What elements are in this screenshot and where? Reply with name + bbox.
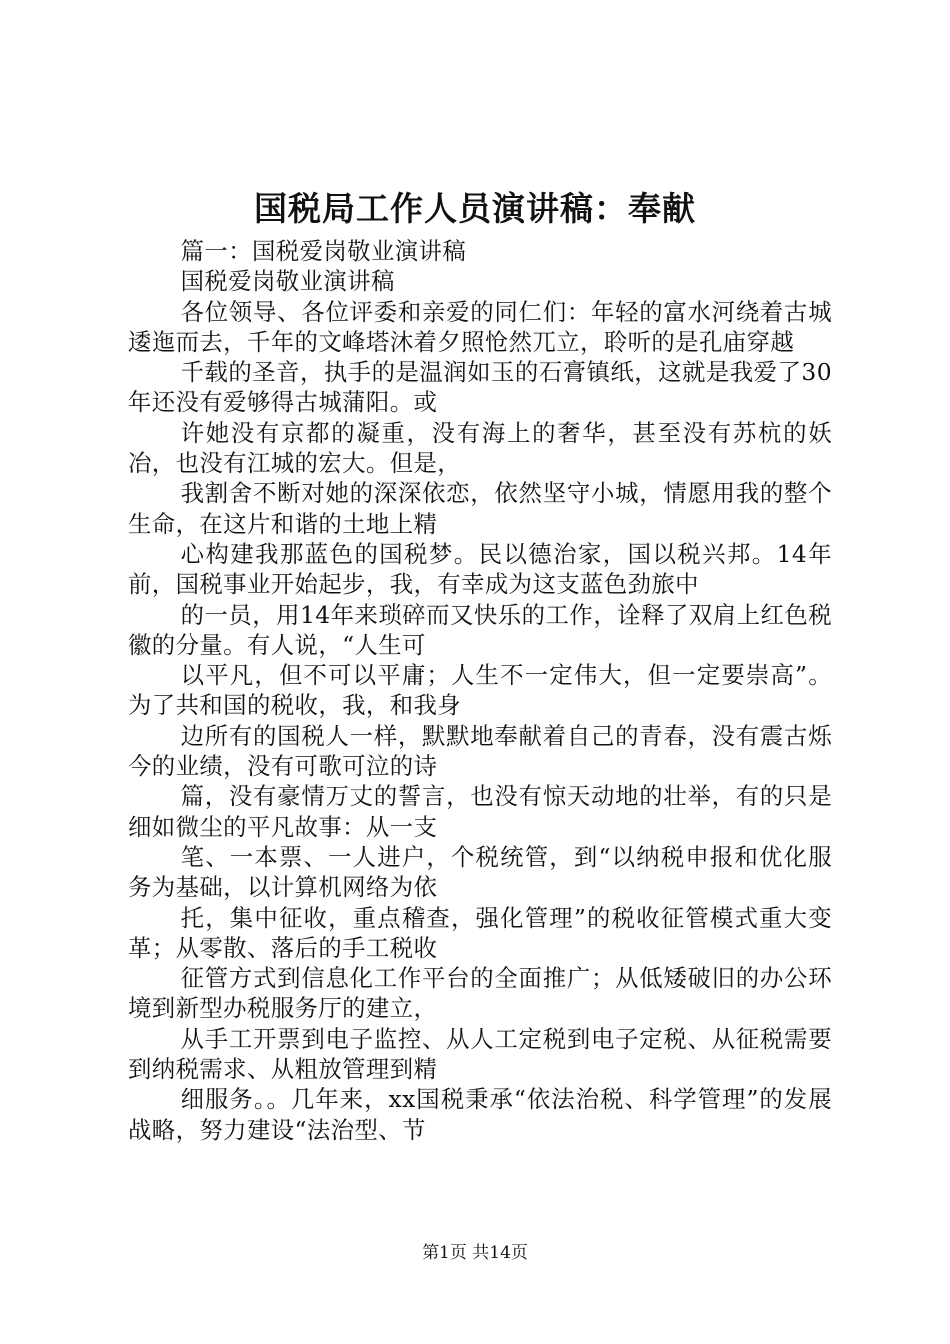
paragraph: 以平凡，但不可以平庸；人生不一定伟大，但一定要崇高”。为了共和国的税收，我，和我身	[128, 661, 832, 720]
paragraph: 千载的圣音，执手的是温润如玉的石膏镇纸，这就是我爱了30年还没有爱够得古城蒲阳。或	[128, 358, 832, 417]
paragraph: 托，集中征收，重点稽查，强化管理”的税收征管模式重大变革；从零散、落后的手工税收	[128, 903, 832, 962]
paragraph: 国税爱岗敬业演讲稿	[180, 267, 395, 296]
document-title: 国税局工作人员演讲稿：奉献	[254, 189, 696, 228]
paragraph: 许她没有京都的凝重，没有海上的奢华，甚至没有苏杭的妖冶，也没有江城的宏大。但是，	[128, 418, 832, 478]
paragraph: 各位领导、各位评委和亲爱的同仁们：年轻的富水河绕着古城逶迤而去，千年的文峰塔沐着夕照怆然兀立，聆听的是孔庙穿越	[128, 297, 832, 356]
page-footer: 第1页 共14页	[422, 1243, 528, 1263]
document-body	[128, 236, 832, 1145]
paragraph: 从手工开票到电子监控、从人工定税到电子定税、从征税需要到纳税需求、从粗放管理到精	[128, 1024, 832, 1084]
paragraph: 边所有的国税人一样，默默地奉献着自己的青春，没有震古烁今的业绩，没有可歌可泣的诗	[128, 721, 832, 781]
paragraph: 心构建我那蓝色的国税梦。民以德治家，国以税兴邦。14年前，国税事业开始起步，我，有幸成为这支蓝色劲旅中	[128, 539, 832, 599]
paragraph: 篇，没有豪情万丈的誓言，也没有惊天动地的壮举，有的只是细如微尘的平凡故事：从一支	[128, 782, 832, 841]
paragraph: 我割舍不断对她的深深依恋，依然坚守小城，情愿用我的整个生命，在这片和谐的土地上精	[128, 479, 832, 538]
paragraph: 笔、一本票、一人进户，个税统管，到“以纳税申报和优化服务为基础，以计算机网络为依	[128, 842, 832, 902]
paragraph: 的一员，用14年来琐碎而又快乐的工作，诠释了双肩上红色税徽的分量。有人说，“人生可	[128, 600, 832, 659]
paragraph: 细服务。。几年来，xx国税秉承“依法治税、科学管理”的发展战略，努力建设“法治型、节	[128, 1085, 832, 1144]
paragraph: 篇一：国税爱岗敬业演讲稿	[180, 237, 467, 265]
paragraph: 征管方式到信息化工作平台的全面推广；从低矮破旧的办公环境到新型办税服务厅的建立，	[128, 964, 832, 1023]
